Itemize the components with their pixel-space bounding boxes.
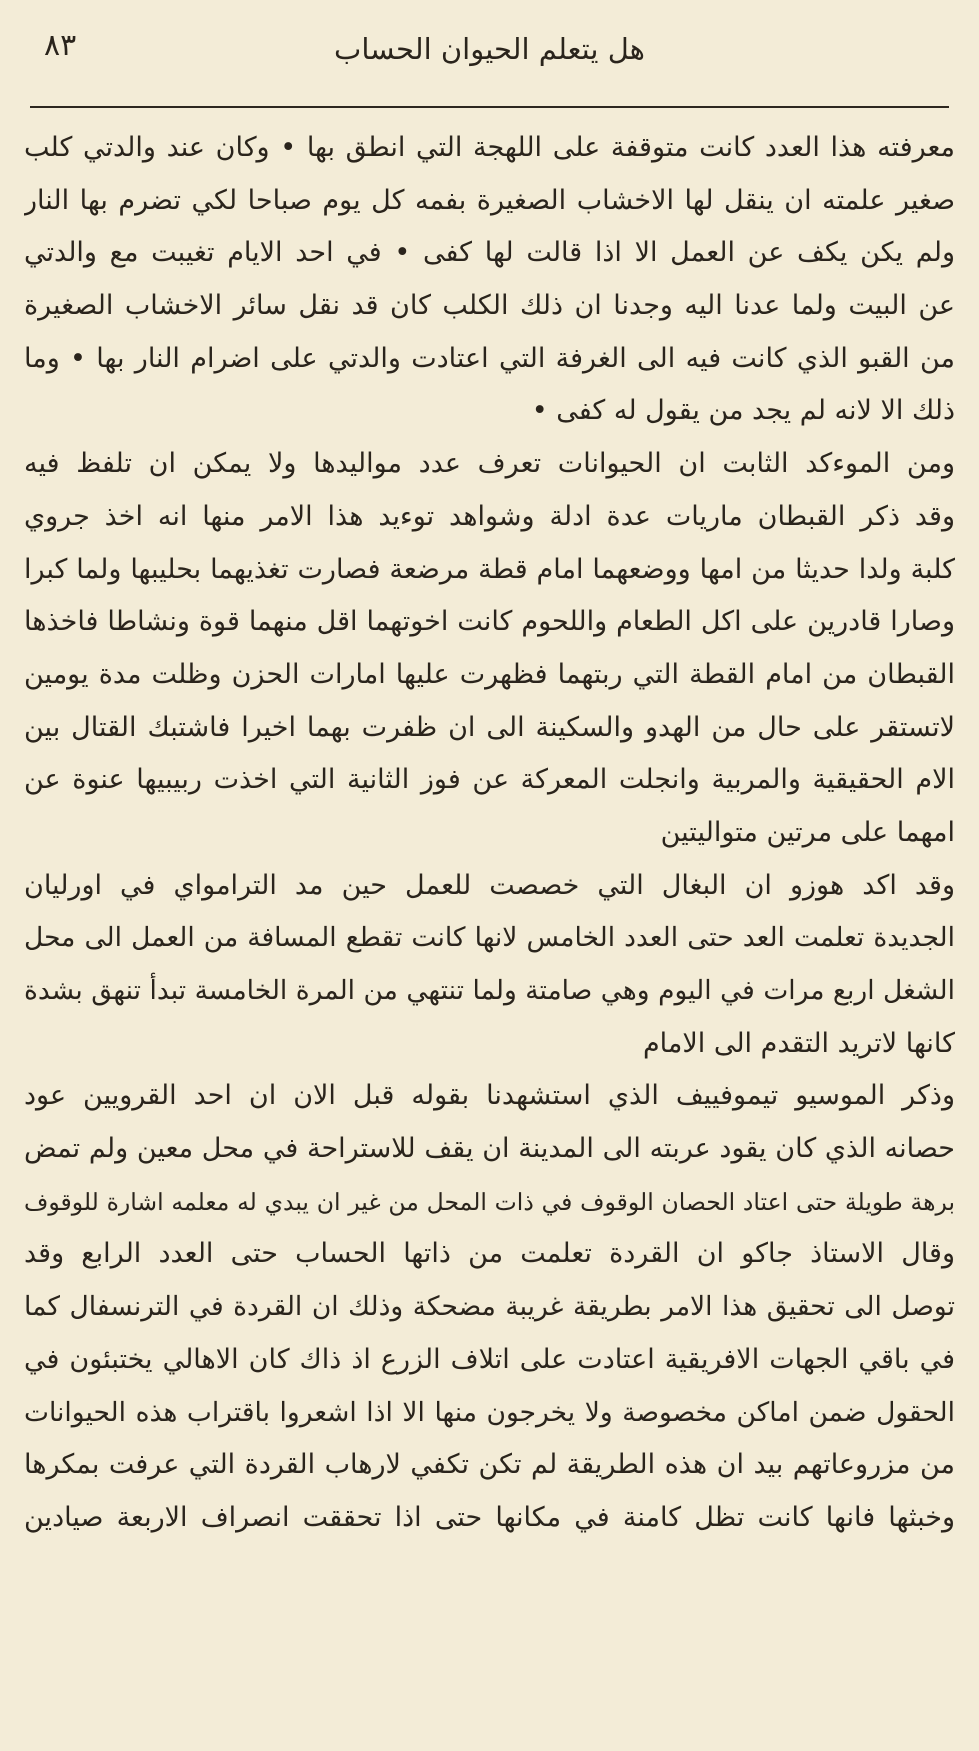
text-line: في باقي الجهات الافريقية اعتادت على اتلاف الزرع اذ ذاك كان الاهالي يختبئون في: [24, 1343, 955, 1375]
text-line: وقال الاستاذ جاكو ان القردة تعلمت من ذاتها الحساب حتى العدد الرابع وقد: [24, 1238, 955, 1270]
page-number: ٨٣: [44, 28, 77, 63]
header-rule: [30, 106, 949, 108]
text-line: كلبة ولدا حديثا من امها ووضعهما امام قطة مرضعة فصارت تغذيهما بحليبها ولما كبرا: [24, 553, 955, 585]
text-line: برهة طويلة حتى اعتاد الحصان الوقوف في ذات المحل من غير ان يبدي له معلمه اشارة للوقوف: [24, 1187, 955, 1216]
running-title: هل يتعلم الحيوان الحساب: [334, 32, 645, 66]
text-line: حصانه الذي كان يقود عربته الى المدينة ان يقف للاستراحة في محل معين ولم تمض: [24, 1133, 955, 1165]
text-line: وخبثها فانها كانت تظل كامنة في مكانها حتى اذا تحققت انصراف الاربعة صيادين: [24, 1501, 955, 1533]
text-line: وذكر الموسيو تيموفييف الذي استشهدنا بقوله قبل الان ان احد القرويين عود: [24, 1080, 955, 1112]
text-line: ولم يكن يكف عن العمل الا اذا قالت لها كفى • في احد الايام تغيبت مع والدتي: [24, 237, 955, 269]
text-line: القبطان من امام القطة التي ربتهما فظهرت عليها امارات الحزن وظلت مدة يومين: [24, 658, 955, 690]
text-line: ذلك الا لانه لم يجد من يقول له كفى •: [531, 395, 955, 427]
text-line: توصل الى تحقيق هذا الامر بطريقة غريبة مضحكة وذلك ان القردة في الترنسفال كما: [24, 1291, 955, 1323]
text-line: وقد اكد هوزو ان البغال التي خصصت للعمل حين مد الترامواي في اورليان: [24, 869, 955, 901]
text-line: وصارا قادرين على اكل الطعام واللحوم كانت اخوتهما اقل منهما قوة ونشاطا فاخذها: [24, 606, 955, 638]
text-line: كانها لاتريد التقدم الى الامام: [642, 1027, 955, 1059]
text-line: من القبو الذي كانت فيه الى الغرفة التي اعتادت والدتي على اضرام النار بها • وما: [24, 342, 955, 374]
text-line: الشغل اربع مرات في اليوم وهي صامتة ولما تنتهي من المرة الخامسة تبدأ تنهق بشدة: [24, 975, 955, 1006]
body-text: [24, 122, 955, 1545]
text-line: الجديدة تعلمت العد حتى العدد الخامس لانها كانت تقطع المسافة من العمل الى محل: [24, 922, 955, 954]
text-line: عن البيت ولما عدنا اليه وجدنا ان ذلك الكلب كان قد نقل سائر الاخشاب الصغيرة: [24, 290, 955, 322]
page-header: [24, 18, 955, 70]
text-line: امهما على مرتين متواليتين: [660, 816, 955, 848]
text-line: صغير علمته ان ينقل لها الاخشاب الصغيرة بفمه كل يوم صباحا لكي تضرم بها النار: [24, 184, 955, 216]
text-line: معرفته هذا العدد كانت متوقفة على اللهجة التي انطق بها • وكان عند والدتي كلب: [24, 132, 955, 163]
text-line: الام الحقيقية والمربية وانجلت المعركة عن فوز الثانية التي اخذت ربيبيها عنوة عن: [24, 764, 955, 796]
text-line: لاتستقر على حال من الهدو والسكينة الى ان ظفرت بهما اخيرا فاشتبك القتال بين: [24, 711, 955, 743]
text-line: ومن الموءكد الثابت ان الحيوانات تعرف عدد مواليدها ولا يمكن ان تلفظ فيه: [24, 448, 955, 480]
text-line: الحقول ضمن اماكن مخصوصة ولا يخرجون منها الا اذا اشعروا باقتراب هذه الحيوانات: [24, 1396, 955, 1428]
text-line: من مزروعاتهم بيد ان هذه الطريقة لم تكن تكفي لارهاب القردة التي عرفت بمكرها: [24, 1449, 955, 1481]
text-line: وقد ذكر القبطان ماريات عدة ادلة وشواهد توءيد هذا الامر منها انه اخذ جروي: [24, 500, 955, 532]
